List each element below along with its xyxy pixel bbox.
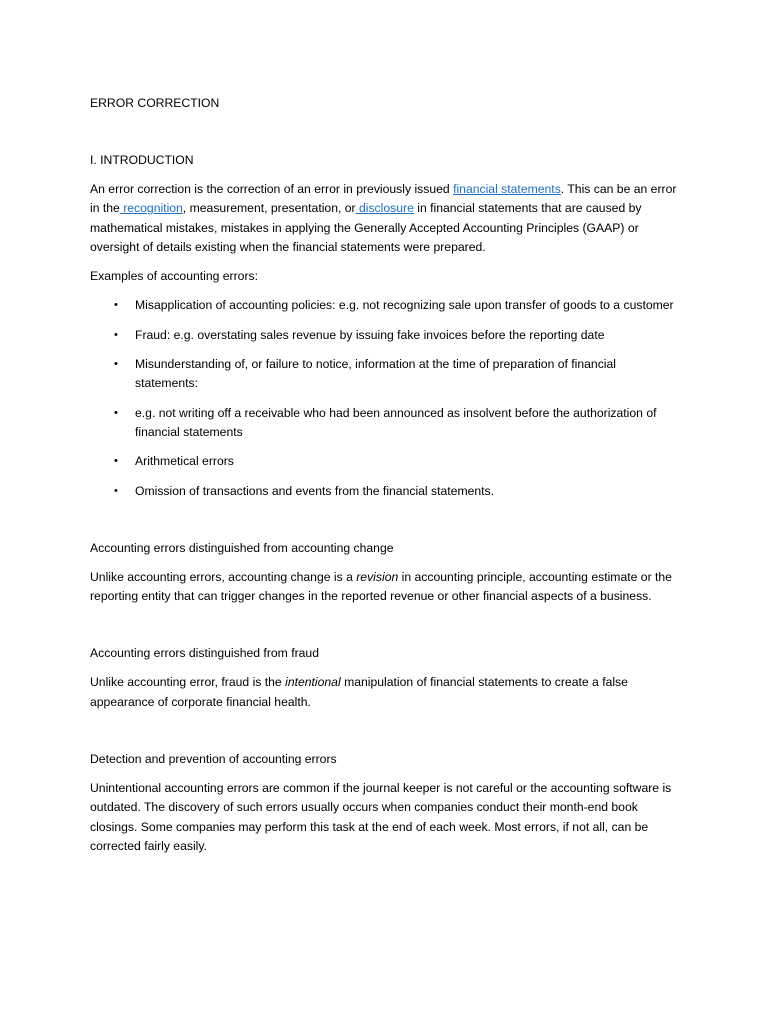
change-text-part1: Unlike accounting errors, accounting change is a [90, 569, 357, 584]
list-item-text: Misapplication of accounting policies: e.g. not recognizing sale upon transfer of goods to a customer [135, 298, 674, 313]
detection-heading: Detection and prevention of accounting errors [90, 752, 337, 767]
list-item-text: e.g. not writing off a receivable who had been announced as insolvent before the authorization of financial statements [135, 405, 657, 439]
examples-list [90, 296, 680, 500]
introduction-heading: I. INTRODUCTION [90, 153, 194, 167]
bullet-icon: • [114, 299, 118, 312]
detection-paragraph: Unintentional accounting errors are common if the journal keeper is not careful or the accounting software is outdated. The discovery of such errors usually occurs when companies conduct their month-end book closings. Some companies may perform this task at the end of each week. Most errors, if not all, can be corrected fairly easily. [90, 781, 672, 853]
fraud-paragraph [90, 673, 680, 712]
list-item-text: Misunderstanding of, or failure to notice, information at the time of preparation of financial statements: [135, 357, 616, 391]
document-title: ERROR CORRECTION [90, 96, 220, 110]
accounting-change-paragraph [90, 568, 680, 607]
fraud-text-emphasis: intentional [285, 675, 341, 690]
intro-text-part3: , measurement, presentation, or [182, 201, 356, 216]
list-item-text: Omission of transactions and events from the financial statements. [135, 483, 495, 498]
intro-text-part2: . This can be an error in the [90, 182, 677, 216]
list-item [90, 355, 680, 394]
list-item [90, 452, 680, 471]
fraud-text-part1: Unlike accounting error, fraud is the [90, 675, 286, 690]
intro-text-part4: in financial statements that are caused by mathematical mistakes, mistakes in applying the Generally Accepted Accounting Principles (GAAP) or oversight of details existing when the financial statements were prepared. [90, 201, 642, 254]
list-item [90, 296, 680, 315]
bullet-icon: • [114, 406, 118, 419]
change-text-emphasis: revision [356, 569, 399, 584]
bullet-icon: • [114, 328, 118, 341]
list-item-text: Arithmetical errors [135, 454, 234, 469]
bullet-icon: • [114, 484, 118, 497]
financial-statements-link[interactable]: financial statements [453, 182, 561, 196]
recognition-link[interactable]: recognition [119, 201, 183, 216]
accounting-change-heading: Accounting errors distinguished from accounting change [90, 540, 394, 555]
bullet-icon: • [114, 358, 118, 371]
list-item [90, 482, 680, 501]
fraud-heading: Accounting errors distinguished from fraud [90, 646, 319, 661]
change-text-part2: in accounting principle, accounting estimate or the reporting entity that can trigger changes in the reported revenue or other financial aspects of a business. [90, 569, 672, 604]
intro-text-part1: An error correction is the correction of an error in previously issued [90, 182, 454, 196]
fraud-text-part2: manipulation of financial statements to create a false appearance of corporate financial health. [90, 675, 628, 709]
examples-label: Examples of accounting errors: [90, 269, 258, 284]
list-item [90, 404, 680, 443]
list-item-text: Fraud: e.g. overstating sales revenue by issuing fake invoices before the reporting date [135, 327, 605, 342]
bullet-icon: • [114, 455, 118, 468]
disclosure-link[interactable]: disclosure [355, 201, 414, 216]
list-item [90, 326, 680, 345]
introduction-paragraph [90, 180, 680, 257]
